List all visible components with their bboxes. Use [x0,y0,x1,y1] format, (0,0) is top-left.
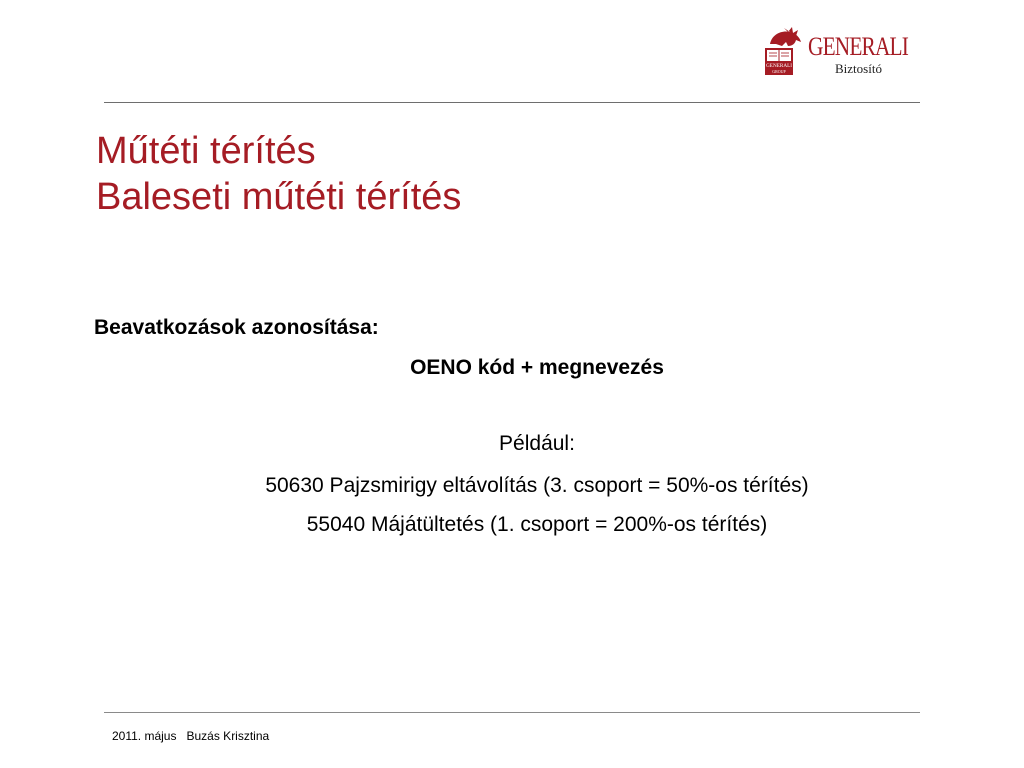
footer [112,729,269,743]
emblem-text-generali: GENERALI [766,63,792,69]
generali-logo [762,26,922,78]
slide-title [96,128,461,220]
content-heading: Beavatkozások azonosítása: [94,316,379,339]
emblem-text-group: GROUP [772,69,786,74]
footer-author: Buzás Krisztina [186,729,270,743]
example-label: Például: [499,432,575,455]
example-item: 50630 Pajzsmirigy eltávolítás (3. csoport = 50%-os térítés) [265,474,809,497]
content-subheading: OENO kód + megnevezés [410,356,664,379]
footer-date: 2011. május [112,729,177,743]
header-divider [104,102,920,103]
title-line-2: Baleseti műtéti térítés [96,176,462,218]
logo-subtitle: Biztosító [835,61,882,76]
lion-emblem-icon [762,26,804,76]
example-item: 55040 Májátültetés (1. csoport = 200%-os térítés) [306,513,768,536]
footer-divider [104,712,920,713]
title-line-1: Műtéti térítés [96,130,316,172]
logo-wordmark: GENERALI [808,32,909,61]
